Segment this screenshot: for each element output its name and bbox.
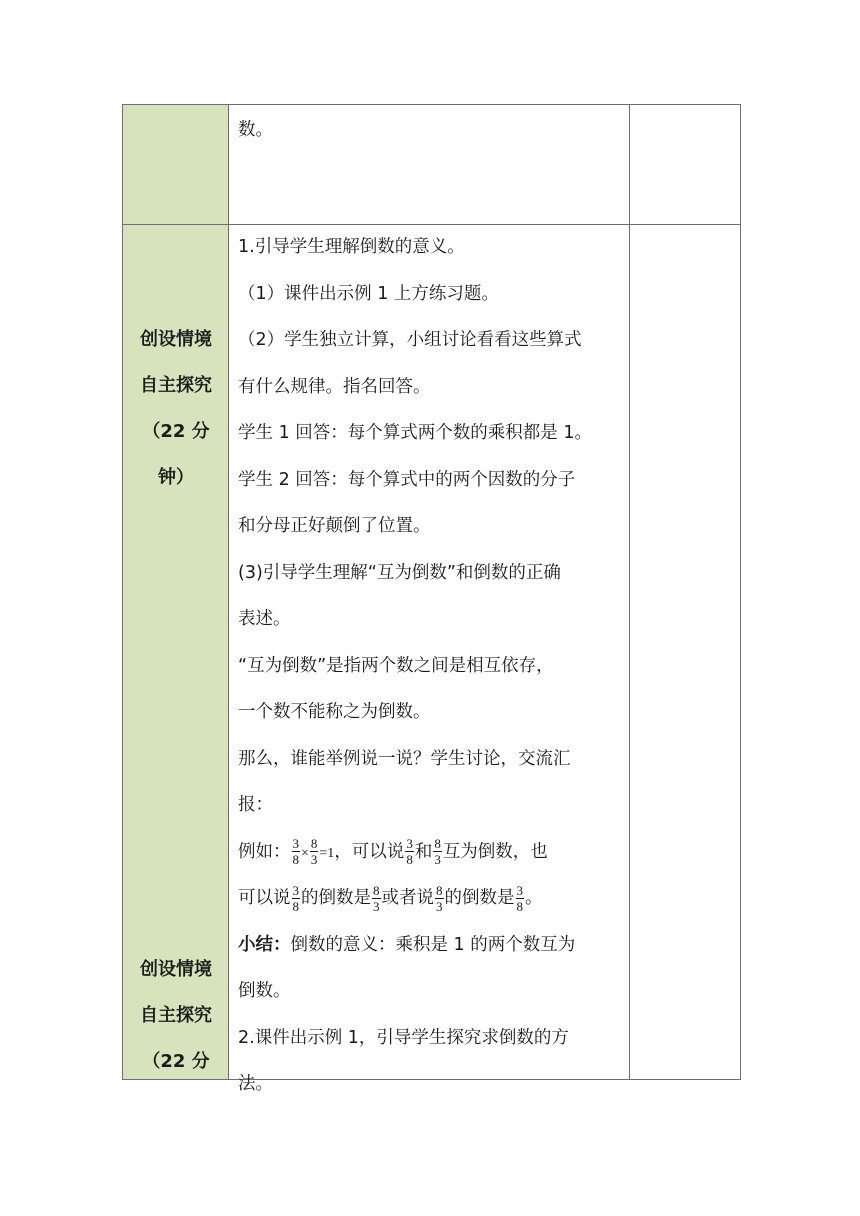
- section-label-line1: 创设情境: [140, 329, 212, 350]
- fraction: $\frac{3}{8}$: [292, 836, 299, 867]
- top-cell-text: 数。: [238, 120, 273, 140]
- column-divider-1: [228, 105, 229, 1079]
- section-label-repeat-line3: （22 分: [142, 1051, 210, 1072]
- example-prefix: 例如：: [238, 841, 291, 862]
- fraction: $\frac{8}{3}$: [436, 882, 443, 914]
- content-line: 2.课件出示例 1，引导学生探究求倒数的方: [238, 1027, 569, 1048]
- content-line: 倒数。: [238, 981, 291, 1001]
- content-line: 报：: [238, 795, 273, 815]
- content-line: 法。: [238, 1074, 273, 1094]
- fraction: $\frac{3}{8}$: [292, 882, 299, 914]
- section-label-repeat: [123, 947, 229, 1087]
- example-text: 和: [414, 841, 433, 862]
- content-cell: [238, 224, 624, 1108]
- section-label-repeat-line1: 创设情境: [140, 959, 212, 980]
- section-label-line2: 自主探究: [140, 375, 212, 396]
- fraction: $\frac{3}{8}$: [516, 882, 523, 914]
- content-line: 学生 2 回答：每个算式中的两个因数的分子: [238, 469, 576, 490]
- content-line: 1.引导学生理解倒数的意义。: [238, 237, 465, 257]
- content-line: 表述。: [238, 609, 291, 629]
- example-text: 。: [525, 888, 543, 908]
- content-line: （2）学生独立计算，小组讨论看看这些算式: [238, 330, 582, 350]
- section-label-line4: 钟）: [158, 467, 194, 488]
- example-line-2: [238, 875, 624, 922]
- summary-label: 小结：: [238, 934, 291, 955]
- summary-line: [238, 922, 624, 969]
- fraction: $\frac{8}{3}$: [310, 836, 318, 867]
- column-divider-2: [629, 105, 630, 1079]
- section-label: [123, 317, 229, 507]
- equals-one: =1: [319, 845, 335, 861]
- section-label-repeat-line2: 自主探究: [140, 1005, 212, 1026]
- summary-text: 倒数的意义：乘积是 1 的两个数互为: [290, 934, 576, 955]
- content-line: 和分母正好颠倒了位置。: [238, 516, 431, 536]
- label-column-bg: [123, 105, 229, 1079]
- fraction: $\frac{8}{3}$: [373, 882, 380, 914]
- fraction: $\frac{3}{8}$: [406, 836, 413, 867]
- fraction: $\frac{8}{3}$: [434, 836, 441, 867]
- content-line: 那么，谁能举例说一说？学生讨论，交流汇: [238, 748, 571, 769]
- lesson-table: [122, 104, 741, 1094]
- content-line: (3)引导学生理解“互为倒数”和倒数的正确: [238, 562, 561, 583]
- example-text: 的倒数是: [301, 888, 371, 908]
- content-line: 有什么规律。指名回答。: [238, 376, 431, 397]
- times-sign: ×: [301, 845, 309, 861]
- content-line: 学生 1 回答：每个算式两个数的乘积都是 1。: [238, 423, 592, 443]
- example-line-1: [238, 829, 624, 876]
- content-line: 一个数不能称之为倒数。: [238, 702, 431, 722]
- example-text: 可以说: [238, 888, 291, 908]
- example-text: 的倒数是: [444, 888, 515, 908]
- section-label-line3: （22 分: [142, 421, 210, 442]
- content-line: （1）课件出示例 1 上方练习题。: [238, 283, 499, 304]
- content-line: “互为倒数”是指两个数之间是相互依存，: [238, 655, 554, 676]
- example-text: ，可以说: [334, 841, 405, 862]
- example-text: 互为倒数，也: [442, 841, 548, 862]
- example-text: 或者说: [381, 888, 434, 908]
